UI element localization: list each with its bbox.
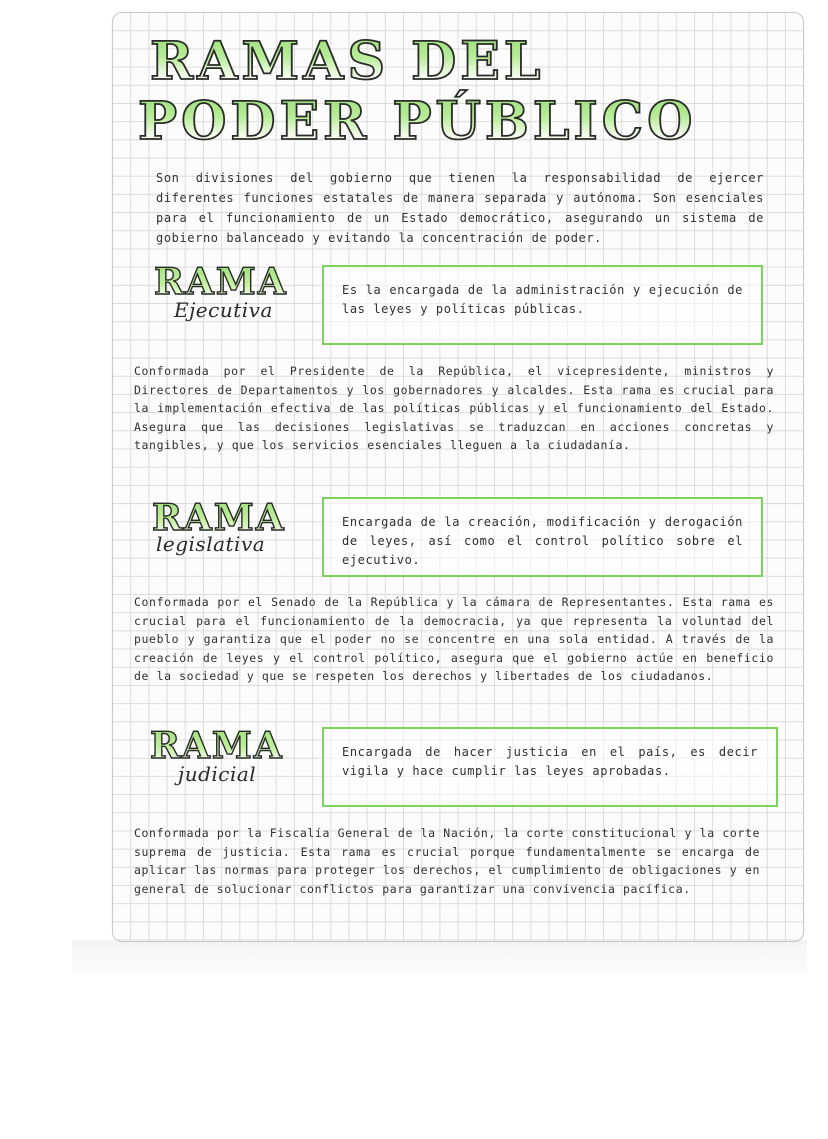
rama-ejecutiva-title: RAMA [154,261,288,303]
rama-judicial-definition: Encargada de hacer justicia en el país, es decir vigila y hace cumplir las leyes aprobadas. [342,745,758,778]
rama-ejecutiva-definition: Es la encargada de la administración y ejecución de las leyes y políticas públicas. [342,283,743,316]
rama-legislativa-definition-box [322,497,763,577]
rama-judicial-title: RAMA [150,725,284,767]
rama-ejecutiva-subtitle: Ejecutiva [174,298,273,322]
rama-legislativa-definition: Encargada de la creación, modificación y derogación de leyes, así como el control político sobre el ejecutivo. [342,515,743,567]
rama-ejecutiva-definition-box [322,265,763,345]
intro-paragraph: Son divisiones del gobierno que tienen la responsabilidad de ejercer diferentes funciones estatales de manera separada y autónoma. Son esenciales para el funcionamiento de un Estado democrático, asegurando un sistema de gobierno balanceado y evitando la concentración de poder. [156,171,764,245]
rama-judicial-subtitle: judicial [178,762,257,786]
title-line-1: RAMAS DEL [150,31,545,92]
page-shadow [72,940,807,974]
rama-legislativa-detail: Conformada por el Senado de la República y la cámara de Representantes. Esta rama es crucial para el funcionamiento de la democracia, ya que representa la voluntad del pueblo y garantiza que el poder no se concentre en una sola entidad. A través de la creación de leyes y el control político, asegura que el gobierno actúe en beneficio de la sociedad y que se respeten los derechos y libertades de los ciudadanos. [134,595,774,683]
rama-ejecutiva-detail: Conformada por el Presidente de la República, el vicepresidente, ministros y Directores de Departamentos y los gobernadores y alcaldes. Esta rama es crucial para la implementación efectiva de las políticas públicas y el funcionamiento del Estado. Asegura que las decisiones legislativas se traduzcan en acciones concretas y tangibles, y que los servicios esenciales lleguen a la ciudadanía. [134,364,774,452]
rama-judicial-detail: Conformada por la Fiscalía General de la Nación, la corte constitucional y la corte suprema de justicia. Esta rama es crucial porque fundamentalmente se encarga de aplicar las normas para proteger los derechos, el cumplimiento de obligaciones y en general de solucionar conflictos para garantizar una convivencia pacífica. [134,826,760,896]
title-line-2: PODER PÚBLICO [138,91,697,152]
rama-legislativa-title: RAMA [152,497,286,539]
rama-legislativa-subtitle: legislativa [156,532,266,556]
rama-judicial-definition-box [322,727,778,807]
